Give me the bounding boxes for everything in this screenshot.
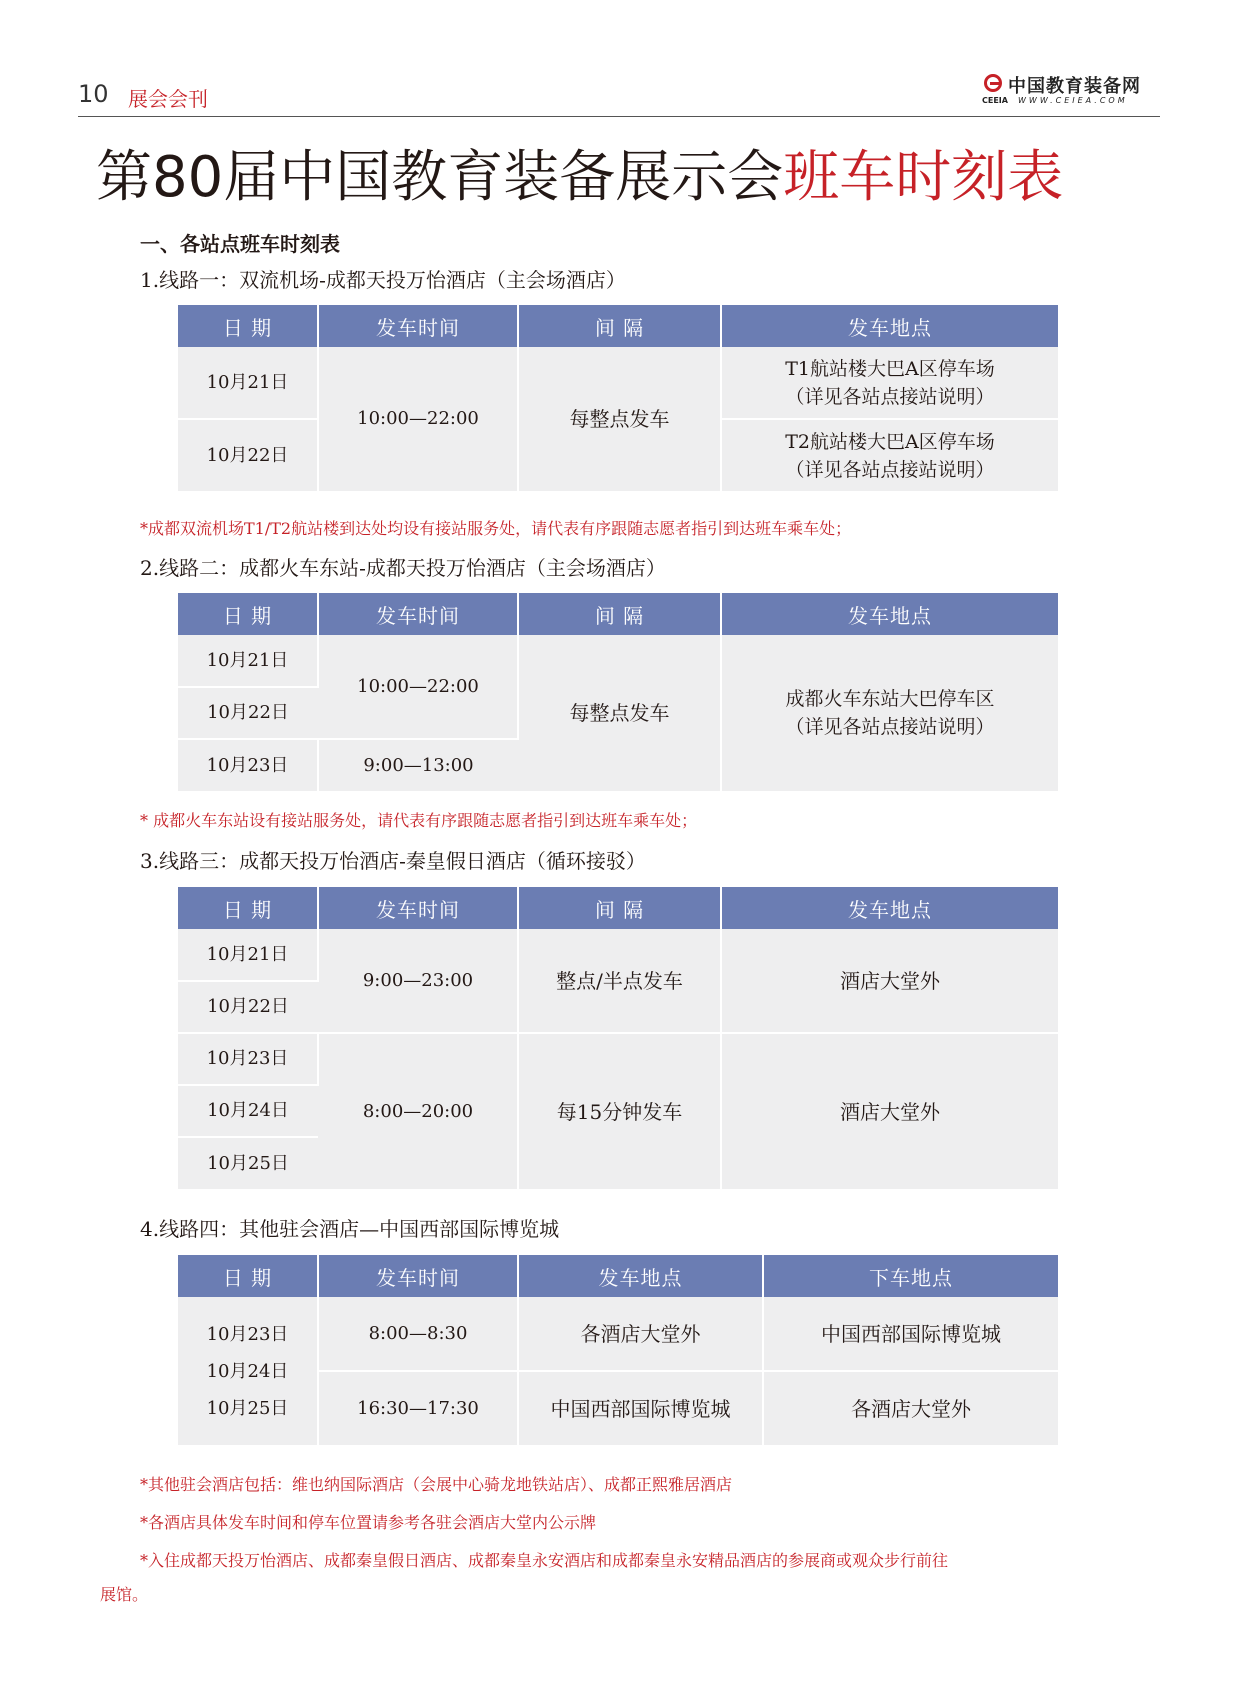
footnote-hotels: *其他驻会酒店包括：维也纳国际酒店（会展中心骑龙地铁站店）、成都正熙雅居酒店 [140,1475,733,1494]
title-main: 第80届中国教育装备展示会 [96,145,784,210]
section-subtitle: 一、各站点班车时刻表 [140,232,340,256]
to-cell: 中国西部国际博览城 [763,1297,1058,1371]
location-cell: 酒店大堂外 [721,1033,1058,1189]
time-cell: 10:00—22:00 [318,347,518,491]
time-cell: 9:00—23:00 [318,929,518,1033]
col-from-header: 发车地点 [518,1255,763,1297]
route1-label: 1.线路一：双流机场-成都天投万怡酒店（主会场酒店） [140,268,626,292]
ceeia-logo-icon [984,74,1002,92]
location-cell [721,635,1058,791]
col-interval-header: 间 隔 [518,593,721,635]
col-location-header: 发车地点 [721,593,1058,635]
col-to-header: 下车地点 [763,1255,1058,1297]
logo-url-text: WWW.CEIEA.COM [1018,96,1128,105]
col-location-header: 发车地点 [721,305,1058,347]
col-time-header: 发车时间 [318,305,518,347]
route3-label: 3.线路三：成都天投万怡酒店-秦皇假日酒店（循环接驳） [140,849,646,873]
title-highlight: 班车时刻表 [783,145,1064,210]
date-cell: 10月25日 [178,1137,318,1189]
time-cell: 10:00—22:00 [318,635,518,739]
route4-table [178,1255,1058,1445]
interval-cell: 每整点发车 [518,635,721,791]
date-line: 10月24日 [206,1360,289,1382]
col-time-header: 发车时间 [318,593,518,635]
page-number: 10 [78,80,109,108]
col-interval-header: 间 隔 [518,305,721,347]
interval-cell: 整点/半点发车 [518,929,721,1033]
route2-note: * 成都火车东站设有接站服务处，请代表有序跟随志愿者指引到达班车乘车处； [140,811,698,830]
interval-cell: 每15分钟发车 [518,1033,721,1189]
date-cell: 10月24日 [178,1085,318,1137]
table-header-row [178,1255,1058,1297]
date-cell: 10月21日 [178,929,318,981]
table-row [178,347,1058,419]
location-line: T2航站楼大巴A区停车场 [785,430,995,453]
col-time-header: 发车时间 [318,1255,518,1297]
time-cell: 8:00—8:30 [318,1297,518,1371]
time-cell: 9:00—13:00 [318,739,518,791]
logo-cn-text: 中国教育装备网 [1008,76,1141,97]
table-header-row [178,887,1058,929]
date-cell: 10月23日 [178,739,318,791]
footnote-walk: *入住成都天投万怡酒店、成都秦皇假日酒店、成都秦皇永安酒店和成都秦皇永安精品酒店的参展商或观众步行前往 [140,1551,949,1570]
table-row [178,929,1058,981]
date-line: 10月25日 [206,1397,289,1419]
col-date-header: 日 期 [178,593,318,635]
col-date-header: 日 期 [178,305,318,347]
location-cell: 酒店大堂外 [721,929,1058,1033]
logo-brand-text: CEEIA [982,96,1008,105]
page-header [78,76,1160,111]
col-interval-header: 间 隔 [518,887,721,929]
date-line: 10月23日 [206,1323,289,1345]
section-name: 展会会刊 [128,87,208,111]
table-row [178,635,1058,687]
date-cell: 10月22日 [178,419,318,491]
location-line: 成都火车东站大巴停车区 [785,688,995,710]
location-cell [721,419,1058,491]
from-cell: 各酒店大堂外 [518,1297,763,1371]
to-cell: 各酒店大堂外 [763,1371,1058,1445]
route3-table [178,887,1058,1189]
route2-label: 2.线路二：成都火车东站-成都天投万怡酒店（主会场酒店） [140,556,666,580]
route4-label: 4.线路四：其他驻会酒店—中国西部国际博览城 [140,1217,560,1241]
interval-cell: 每整点发车 [518,347,721,491]
route2-table [178,593,1058,791]
from-cell: 中国西部国际博览城 [518,1371,763,1445]
col-time-header: 发车时间 [318,887,518,929]
table-row [178,1297,1058,1371]
table-header-row [178,593,1058,635]
date-cell: 10月22日 [178,687,318,739]
location-note: （详见各站点接站说明） [785,385,995,408]
location-line: T1航站楼大巴A区停车场 [785,357,995,380]
page-title [96,140,1063,216]
col-date-header: 日 期 [178,887,318,929]
route1-note: *成都双流机场T1/T2航站楼到达处均设有接站服务处，请代表有序跟随志愿者指引到达班车乘车处； [140,519,852,538]
table-header-row [178,305,1058,347]
route1-table [178,305,1058,491]
col-location-header: 发车地点 [721,887,1058,929]
date-cell: 10月23日 [178,1033,318,1085]
col-date-header: 日 期 [178,1255,318,1297]
location-note: （详见各站点接站说明） [785,458,995,481]
date-cell: 10月21日 [178,635,318,687]
footnote-schedule: *各酒店具体发车时间和停车位置请参考各驻会酒店大堂内公示牌 [140,1513,597,1532]
date-cell: 10月22日 [178,981,318,1033]
date-cell [178,1297,318,1445]
date-cell: 10月21日 [178,347,318,419]
ceeia-logo [984,74,1154,108]
location-cell [721,347,1058,419]
location-note: （详见各站点接站说明） [785,716,995,738]
time-cell: 16:30—17:30 [318,1371,518,1445]
table-row [178,1033,1058,1085]
header-divider [78,116,1160,117]
footnote-walk-cont: 展馆。 [100,1585,149,1604]
time-cell: 8:00—20:00 [318,1033,518,1189]
